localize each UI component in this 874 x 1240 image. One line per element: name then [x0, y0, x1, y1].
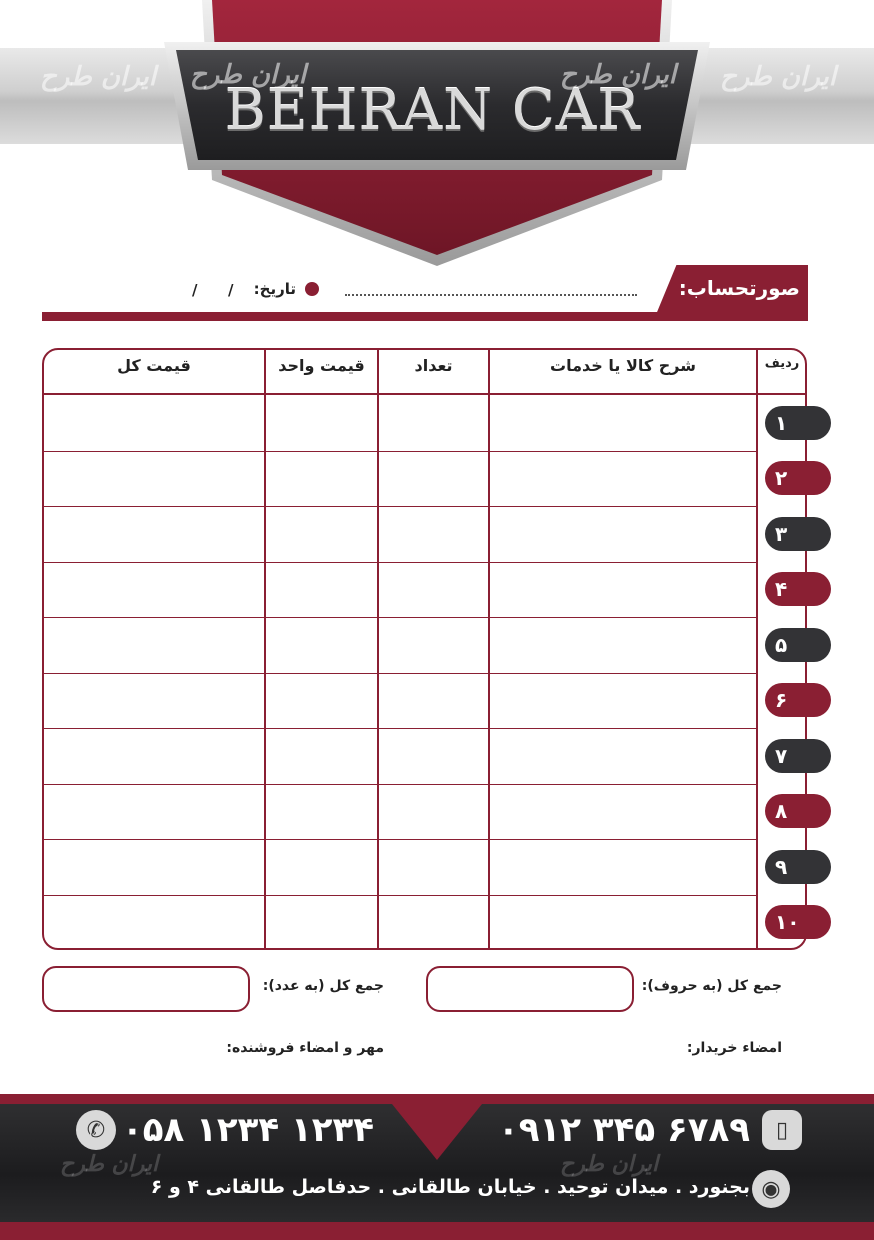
column-divider: [488, 350, 490, 948]
seller-signature-label: مهر و امضاء فروشنده:: [226, 1040, 384, 1056]
row-divider: [44, 839, 756, 840]
invoice-title: صورتحساب:: [678, 276, 800, 300]
row-number-badge: ۸: [765, 794, 831, 828]
date-separator: /: [228, 281, 234, 299]
total-in-words-field[interactable]: [426, 966, 634, 1012]
row-number-badge: ۳: [765, 517, 831, 551]
row-number-badge: ۴: [765, 572, 831, 606]
row-number-badge: ۱: [765, 406, 831, 440]
row-divider: [44, 895, 756, 896]
row-divider: [44, 673, 756, 674]
items-table: [42, 348, 807, 950]
row-divider: [44, 451, 756, 452]
column-divider: [264, 350, 266, 948]
brand-name: BEHRAN CAR: [224, 77, 641, 143]
landline-number: ۰۵۸ ۱۲۳۴ ۱۲۳۴: [122, 1110, 374, 1150]
watermark: ایران طرح: [720, 62, 836, 92]
row-number-badge: ۷: [765, 739, 831, 773]
watermark: ایران طرح: [560, 60, 676, 90]
row-divider: [44, 506, 756, 507]
header-quantity: تعداد: [414, 356, 453, 375]
header-description: شرح کالا یا خدمات: [550, 356, 696, 375]
row-divider: [44, 728, 756, 729]
buyer-signature-label: امضاء خریدار:: [686, 1040, 782, 1056]
row-number-badge: ۶: [765, 683, 831, 717]
location-icon: ◉: [752, 1170, 790, 1208]
row-divider: [44, 562, 756, 563]
row-number-badge: ۲: [765, 461, 831, 495]
date-label: تاریخ:: [253, 280, 296, 298]
row-divider: [44, 617, 756, 618]
row-number-badge: ۵: [765, 628, 831, 662]
footer-stripe: [0, 1222, 874, 1240]
address: بجنورد . میدان توحید . خیابان طالقانی . حدفاصل طالقانی ۴ و ۶: [150, 1176, 750, 1198]
invoice-number-field[interactable]: [345, 294, 637, 296]
phone-icon: ✆: [76, 1110, 116, 1150]
row-number-badge: ۹: [765, 850, 831, 884]
column-divider: [377, 350, 379, 948]
header-divider: [42, 393, 807, 395]
date-separator: /: [192, 281, 198, 299]
footer-stripe: [0, 1094, 874, 1104]
watermark: ایران طرح: [560, 1152, 659, 1177]
mobile-number: ۰۹۱۲ ۳۴۵ ۶۷۸۹: [498, 1110, 750, 1150]
row-divider: [44, 784, 756, 785]
header-total-price: قیمت کل: [117, 356, 191, 375]
total-in-numbers-label: جمع کل (به عدد):: [262, 978, 384, 994]
bullet-icon: [305, 282, 319, 296]
total-in-words-label: جمع کل (به حروف):: [641, 978, 782, 994]
total-in-numbers-field[interactable]: [42, 966, 250, 1012]
header-row-number: ردیف: [764, 356, 800, 371]
header-unit-price: قیمت واحد: [278, 356, 365, 375]
mobile-icon: ▯: [762, 1110, 802, 1150]
watermark: ایران طرح: [190, 60, 306, 90]
row-number-badge: ۱۰: [765, 905, 831, 939]
watermark: ایران طرح: [60, 1152, 159, 1177]
column-divider: [756, 350, 758, 948]
watermark: ایران طرح: [40, 62, 156, 92]
